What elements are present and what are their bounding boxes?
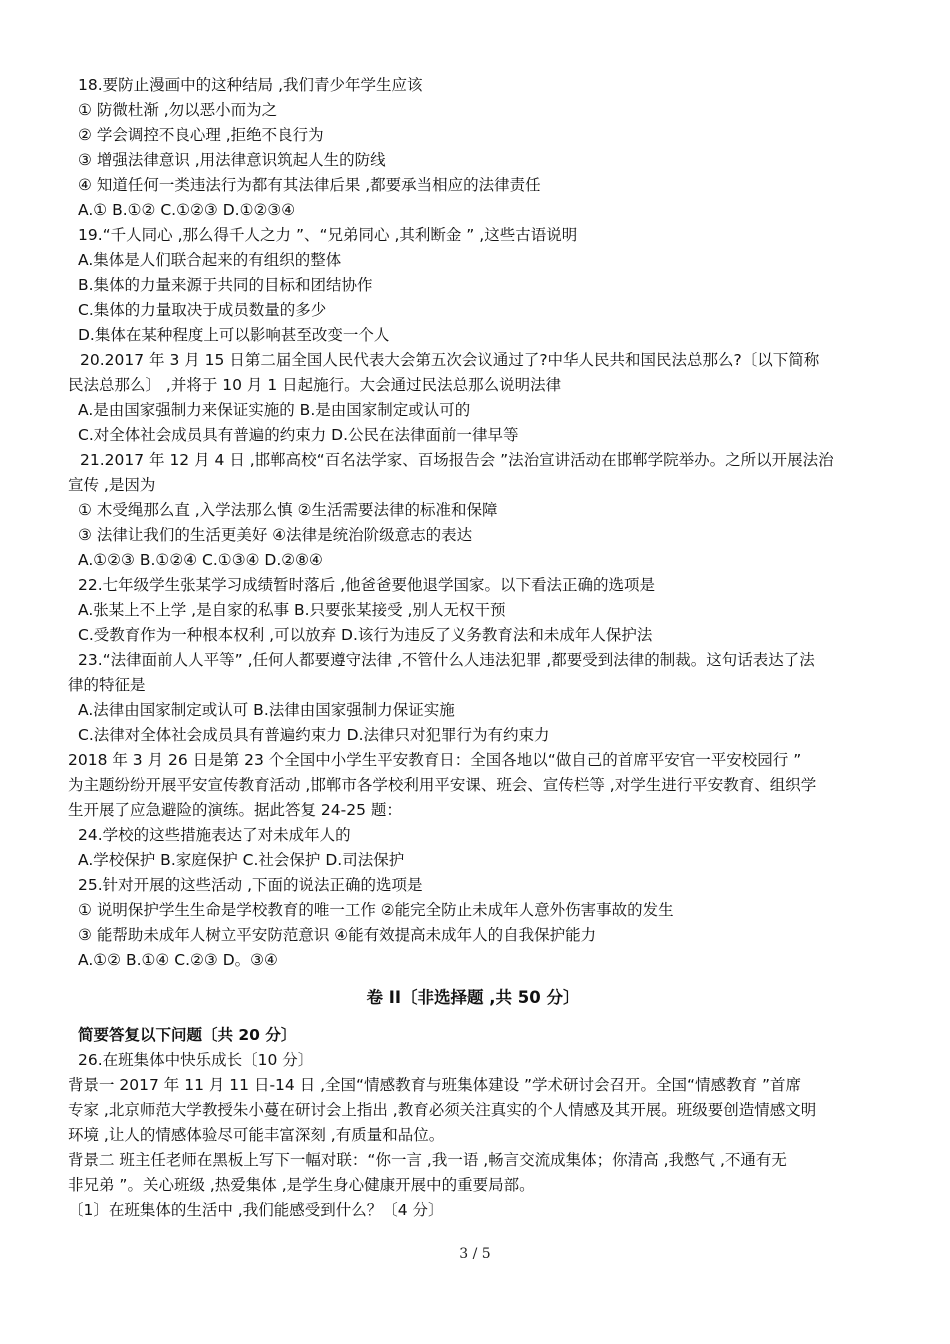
material-line1: 2018 年 3 月 26 日是第 23 个全国中小学生平安教育日：全国各地以“做自己的首席平安官一平安校园行 ” xyxy=(68,751,802,769)
material-line2: 为主题纷纷开展平安宣传教育活动 ,邯郸市各学校利用平安课、班会、宣传栏等 ,对学生进行平安教育、组织学 xyxy=(68,776,817,794)
q22-options-ab: A.张某上不上学 ,是自家的私事 B.只要张某接受 ,别人无权干预 xyxy=(78,601,506,619)
question-24-stem: 24.学校的这些措施表达了对未成年人的 xyxy=(78,826,351,844)
question-25-stem: 25.针对开展的这些活动 ,下面的说法正确的选项是 xyxy=(78,876,423,894)
q18-option-4: ④ 知道任何一类违法行为都有其法律后果 ,都要承当相应的法律责任 xyxy=(78,176,541,194)
background-2-line2: 非兄弟 ”。关心班级 ,热爱集体 ,是学生身心健康开展中的重要局部。 xyxy=(68,1176,535,1194)
q20-options-ab: A.是由国家强制力来保证实施的 B.是由国家制定或认可的 xyxy=(78,401,471,419)
question-20-stem-line1: 20.2017 年 3 月 15 日第二届全国人民代表大会第五次会议通过了?中华人民共和国民法总那么?〔以下简称 xyxy=(80,351,820,369)
q23-options-cd: C.法律对全体社会成员具有普遍约束力 D.法律只对犯罪行为有约束力 xyxy=(78,726,550,744)
question-26-title: 26.在班集体中快乐成长〔10 分〕 xyxy=(78,1051,314,1069)
page-number: 3 / 5 xyxy=(459,1246,491,1262)
q19-choice-c: C.集体的力量取决于成员数量的多少 xyxy=(78,301,327,319)
section-2-title: 卷 II〔非选择题 ,共 50 分〕 xyxy=(366,988,580,1007)
q18-option-2: ② 学会调控不良心理 ,拒绝不良行为 xyxy=(78,126,324,144)
background-1-line3: 环境 ,让人的情感体验尽可能丰富深刻 ,有质量和品位。 xyxy=(68,1126,445,1144)
q24-choices: A.学校保护 B.家庭保护 C.社会保护 D.司法保护 xyxy=(78,851,405,869)
background-1-line2: 专家 ,北京师范大学教授朱小蔓在研讨会上指出 ,教育必须关注真实的个人情感及其开展。班级要创造情感文明 xyxy=(68,1101,817,1119)
q19-choice-a: A.集体是人们联合起来的有组织的整体 xyxy=(78,251,342,269)
q21-statements-34: ③ 法律让我们的生活更美好 ④法律是统治阶级意志的表达 xyxy=(78,526,473,544)
question-22-stem: 22.七年级学生张某学习成绩暂时落后 ,他爸爸要他退学国家。以下看法正确的选项是 xyxy=(78,576,656,594)
question-21-stem-line1: 21.2017 年 12 月 4 日 ,邯郸高校“百名法学家、百场报告会 ”法治宣讲活动在邯郸学院举办。之所以开展法治 xyxy=(80,451,834,469)
question-23-stem-line2: 律的特征是 xyxy=(68,676,146,694)
question-26-part-1: 〔1〕在班集体的生活中 ,我们能感受到什么？〔4 分〕 xyxy=(68,1201,444,1219)
q25-statements-12: ① 说明保护学生生命是学校教育的唯一工作 ②能完全防止未成年人意外伤害事故的发生 xyxy=(78,901,674,919)
background-2-line1: 背景二 班主任老师在黑板上写下一幅对联：“你一言 ,我一语 ,畅言交流成集体；你清高 ,我憋气 ,不通有无 xyxy=(68,1151,787,1169)
q20-options-cd: C.对全体社会成员具有普遍的约束力 D.公民在法律面前一律早等 xyxy=(78,426,519,444)
question-20-stem-line2: 民法总那么〕 ,并将于 10 月 1 日起施行。大会通过民法总那么说明法律 xyxy=(68,376,562,394)
q23-options-ab: A.法律由国家制定或认可 B.法律由国家强制力保证实施 xyxy=(78,701,455,719)
q21-statements-12: ① 木受绳那么直 ,入学法那么慎 ②生活需要法律的标准和保障 xyxy=(78,501,498,519)
q25-choices: A.①② B.①④ C.②③ D。③④ xyxy=(78,951,278,969)
background-1-line1: 背景一 2017 年 11 月 11 日-14 日 ,全国“情感教育与班集体建设 ”学术研讨会召开。全国“情感教育 ”首席 xyxy=(68,1076,802,1094)
q18-option-1: ① 防微杜渐 ,勿以恶小而为之 xyxy=(78,101,278,119)
question-21-stem-line2: 宣传 ,是因为 xyxy=(68,476,156,494)
q21-choices: A.①②③ B.①②④ C.①③④ D.②⑧④ xyxy=(78,551,323,569)
question-23-stem-line1: 23.“法律面前人人平等” ,任何人都要遵守法律 ,不管什么人违法犯罪 ,都要受到法律的制裁。这句话表达了法 xyxy=(78,651,815,669)
section-2-subtitle: 简要答复以下问题〔共 20 分〕 xyxy=(78,1026,297,1044)
q25-statements-34: ③ 能帮助未成年人树立平安防范意识 ④能有效提高未成年人的自我保护能力 xyxy=(78,926,597,944)
q18-choices: A.① B.①② C.①②③ D.①②③④ xyxy=(78,201,296,219)
question-19-stem: 19.“千人同心 ,那么得千人之力 ”、“兄弟同心 ,其利断金 ” ,这些古语说明 xyxy=(78,226,578,244)
q18-option-3: ③ 增强法律意识 ,用法律意识筑起人生的防线 xyxy=(78,151,386,169)
material-line3: 生开展了应急避险的演练。据此答复 24-25 题： xyxy=(68,801,402,819)
q19-choice-d: D.集体在某种程度上可以影响甚至改变一个人 xyxy=(78,326,390,344)
q19-choice-b: B.集体的力量来源于共同的目标和团结协作 xyxy=(78,276,373,294)
question-18-stem: 18.要防止漫画中的这种结局 ,我们青少年学生应该 xyxy=(78,76,423,94)
q22-options-cd: C.受教育作为一种根本权利 ,可以放弃 D.该行为违反了义务教育法和未成年人保护法 xyxy=(78,626,653,644)
